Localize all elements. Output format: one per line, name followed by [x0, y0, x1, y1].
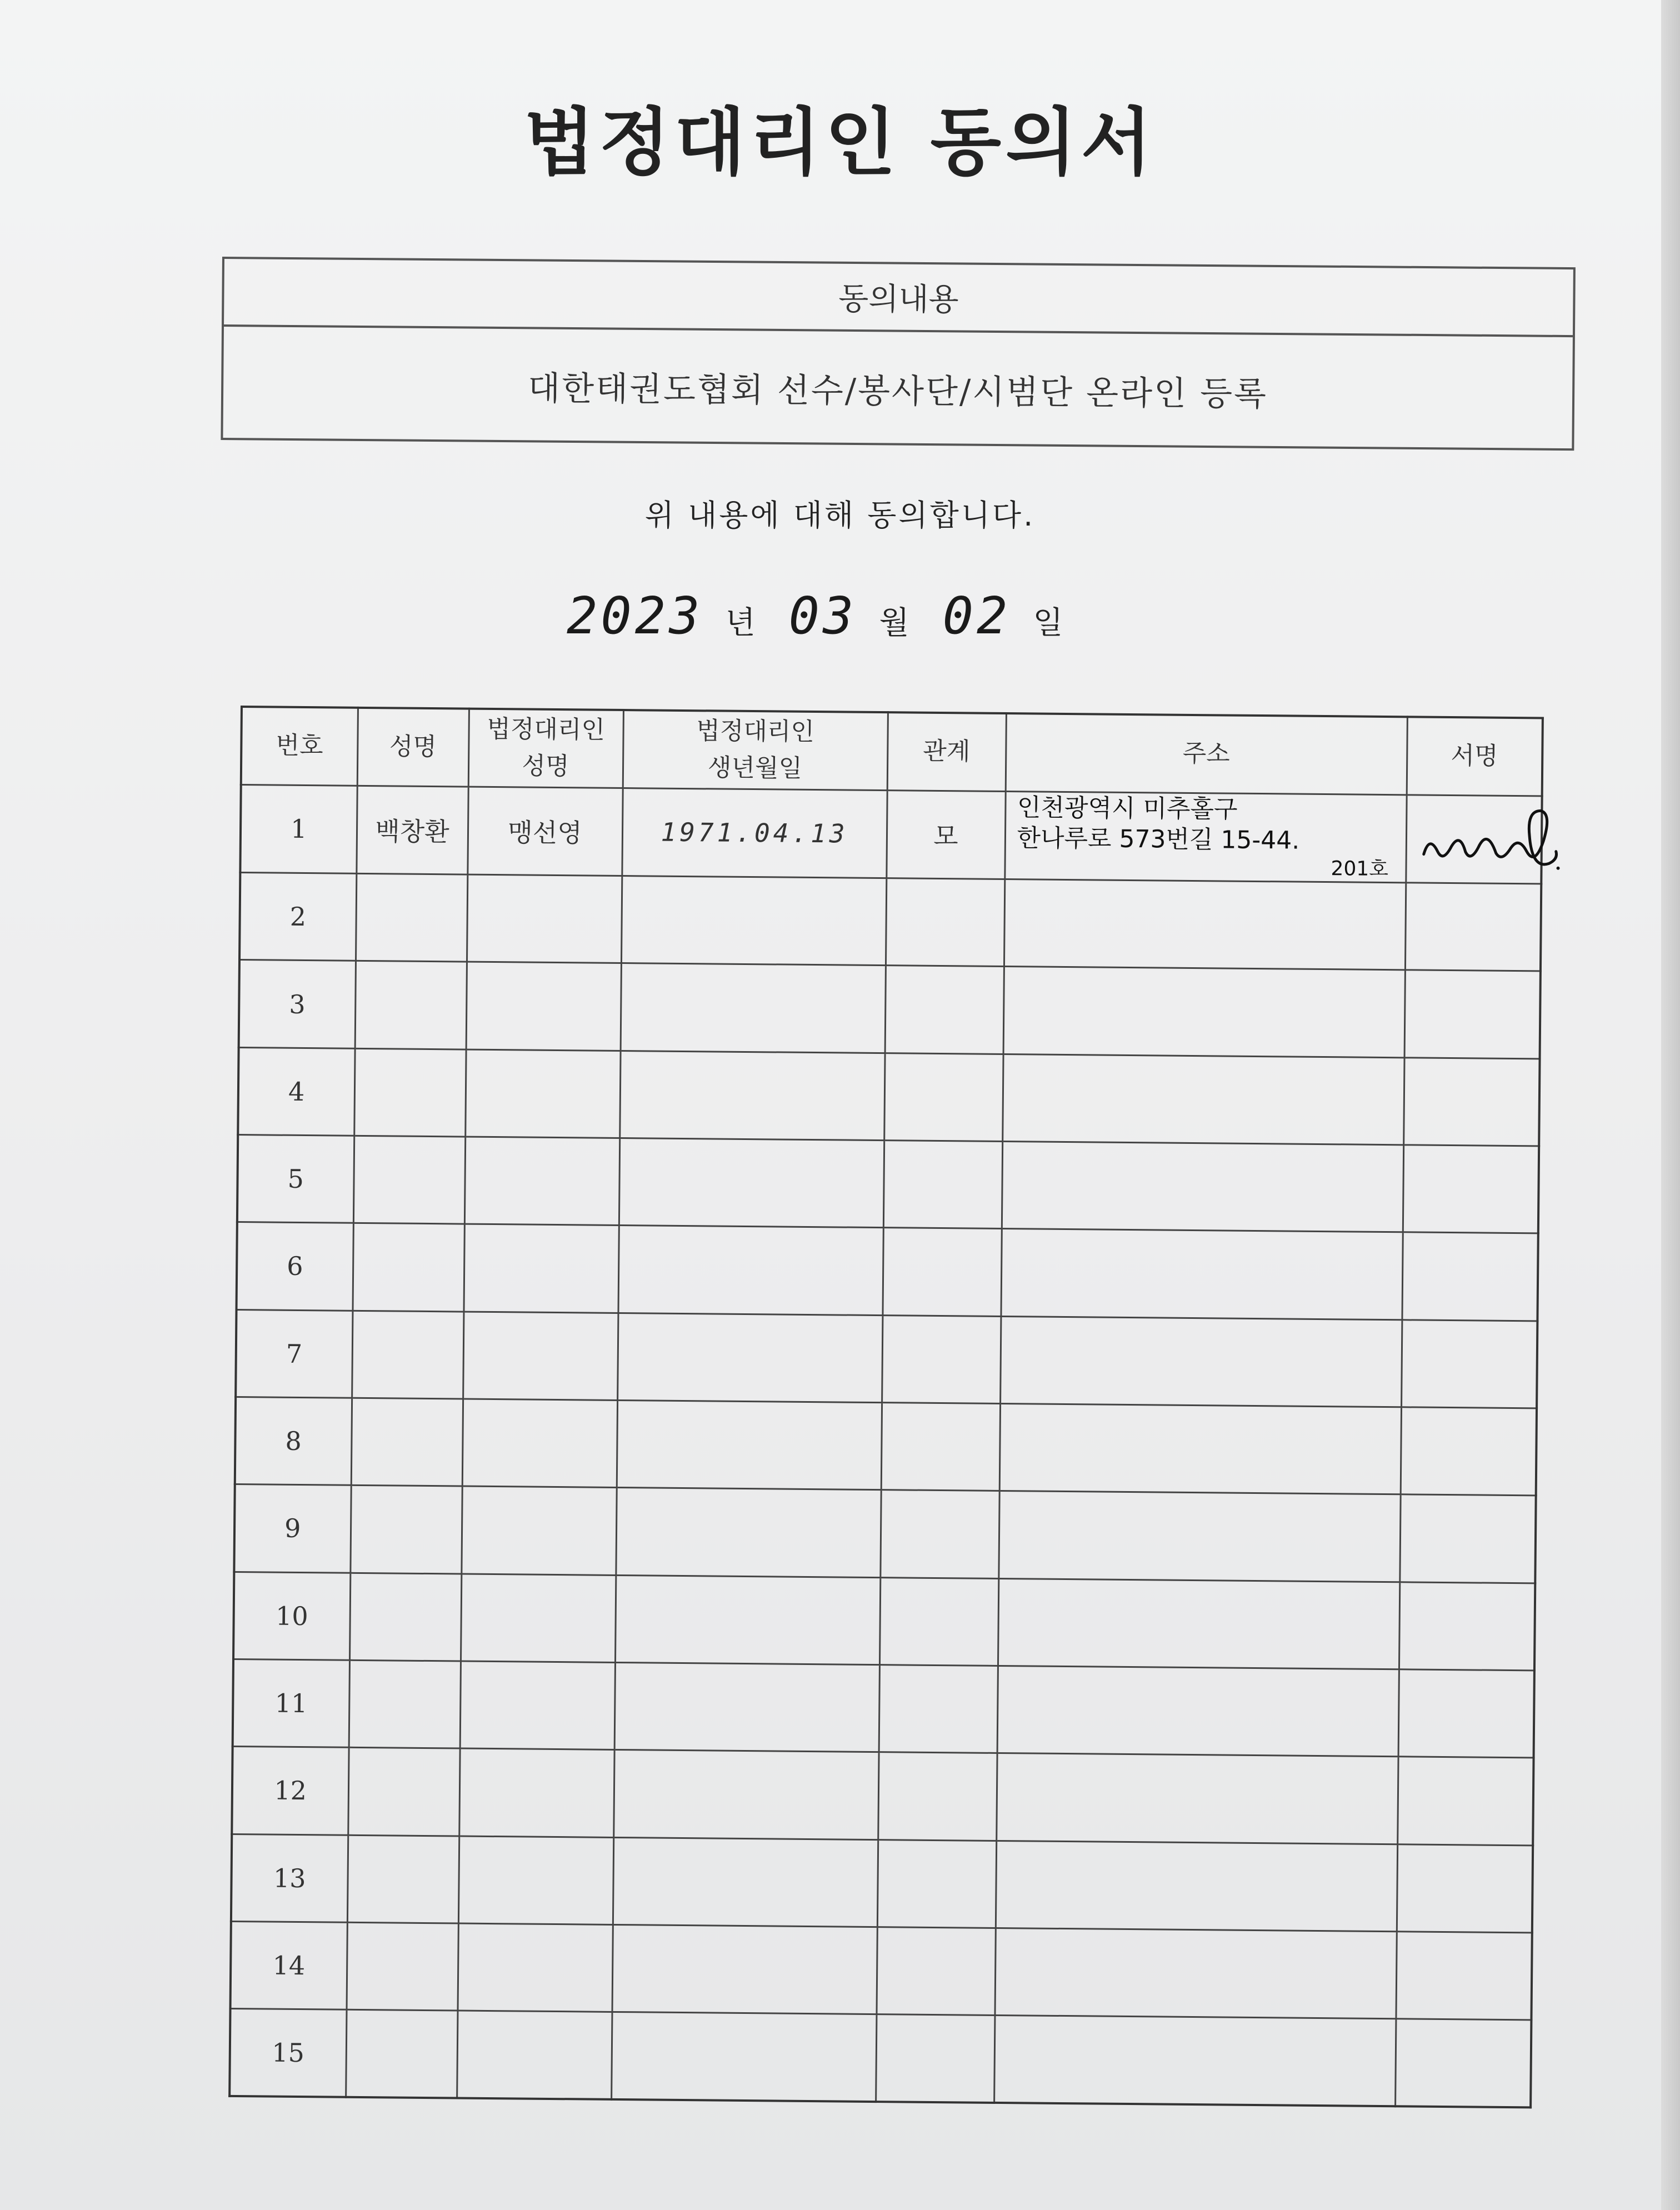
header-guardian-birth: 법정대리인 생년월일 [623, 710, 888, 790]
row-number: 10 [233, 1572, 350, 1660]
address [1004, 791, 1406, 883]
address-line2: 한나루로 573번길 15-44. [1017, 824, 1300, 855]
date-day-unit: 일 [1033, 605, 1063, 641]
table-row [234, 1484, 1536, 1583]
table-row [239, 960, 1541, 1059]
date-month: 03 [788, 586, 857, 646]
agree-statement: 위 내용에 대해 동의합니다. [644, 498, 1036, 533]
student-name: 백창환 [356, 786, 468, 874]
date-line [567, 586, 1178, 646]
header-name: 성명 [357, 708, 469, 787]
row-number: 4 [238, 1047, 354, 1136]
date-month-unit: 월 [879, 605, 909, 641]
document-title: 법정대리인 동의서 [523, 100, 1157, 186]
table-row [233, 1659, 1534, 1758]
consent-header: 동의내용 [224, 259, 1573, 337]
consent-box [221, 257, 1576, 451]
row-number: 1 [240, 784, 357, 873]
row-number: 9 [234, 1484, 351, 1573]
row-number: 2 [239, 873, 356, 961]
date-year: 2023 [567, 586, 703, 646]
header-relation: 관계 [887, 712, 1006, 791]
guardian-table [228, 706, 1544, 2108]
row-number: 15 [229, 2009, 346, 2097]
guardian-name: 맹선영 [467, 787, 622, 876]
table-row [233, 1572, 1535, 1671]
date-day: 02 [942, 586, 1011, 646]
address-line3: 201호 [1331, 857, 1389, 881]
row-number: 7 [236, 1309, 352, 1398]
table-header-row [241, 707, 1543, 796]
table-row [237, 1222, 1538, 1321]
address-line1: 인천광역시 미추홀구 [1017, 793, 1238, 824]
table-row [235, 1397, 1537, 1496]
header-address: 주소 [1006, 713, 1407, 795]
table-row [240, 784, 1542, 884]
row-number: 5 [237, 1135, 354, 1223]
handwritten-signature [1412, 801, 1563, 886]
table-row [231, 1834, 1533, 1933]
table-row [236, 1309, 1537, 1408]
header-guardian-name: 법정대리인 성명 [468, 709, 623, 788]
table-row [237, 1135, 1539, 1234]
table-row [229, 2009, 1531, 2108]
table-row [232, 1747, 1533, 1846]
header-no: 번호 [241, 707, 358, 786]
guardian-birthdate: 1971.04.13 [622, 788, 887, 878]
table-row [239, 873, 1541, 972]
consent-body: 대한태권도협회 선수/봉사단/시범단 온라인 등록 [527, 369, 1268, 414]
row-number: 12 [232, 1747, 348, 1835]
row-number: 8 [235, 1397, 352, 1485]
row-number: 3 [239, 960, 356, 1048]
header-sign: 서명 [1407, 717, 1543, 796]
page-edge [1661, 0, 1680, 2210]
table-row [231, 1921, 1532, 2020]
row-number: 14 [231, 1921, 347, 2009]
table-row [238, 1047, 1539, 1146]
date-year-unit: 년 [725, 605, 756, 641]
relation: 모 [886, 790, 1005, 879]
row-number: 13 [231, 1834, 348, 1922]
row-number: 11 [233, 1659, 349, 1747]
row-number: 6 [237, 1222, 353, 1311]
signature-cell [1406, 795, 1542, 884]
